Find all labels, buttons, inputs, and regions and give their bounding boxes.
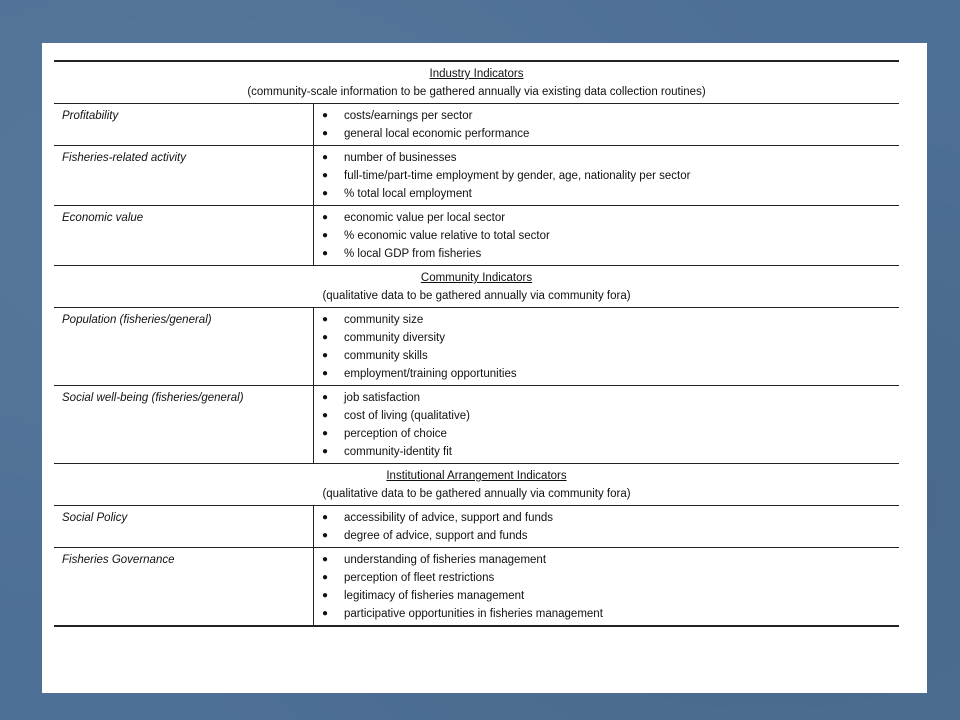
indicator-items [314,206,900,266]
section-header-row [54,464,899,506]
section-subtitle: (qualitative data to be gathered annually via community fora) [322,290,631,302]
bullet-icon: ● [322,152,329,163]
bullet-icon: ● [322,428,329,439]
list-item-text: degree of advice, support and funds [344,530,528,542]
table-row [54,146,899,206]
list-item [322,227,891,245]
list-item [322,569,891,587]
bullet-icon: ● [322,554,329,565]
bullet-icon: ● [322,410,329,421]
indicator-label: Population (fisheries/general) [54,308,314,386]
bullet-icon: ● [322,368,329,379]
list-item [322,311,891,329]
bullet-icon: ● [322,446,329,457]
list-item-text: employment/training opportunities [344,368,517,380]
bullet-icon: ● [322,230,329,241]
list-item-text: community skills [344,350,428,362]
section-subtitle: (community-scale information to be gathered annually via existing data collection routines) [247,86,706,98]
indicator-items [314,146,900,206]
indicator-label: Fisheries Governance [54,548,314,627]
list-item [322,425,891,443]
indicators-table [54,60,899,627]
bullet-icon: ● [322,188,329,199]
list-item [322,167,891,185]
list-item [322,389,891,407]
indicator-items [314,506,900,548]
list-item [322,245,891,263]
list-item-text: % local GDP from fisheries [344,248,482,260]
section-subtitle: (qualitative data to be gathered annually via community fora) [322,488,631,500]
list-item [322,551,891,569]
indicator-label: Profitability [54,104,314,146]
list-item-text: % total local employment [344,188,472,200]
list-item [322,347,891,365]
list-item-text: % economic value relative to total sector [344,230,550,242]
list-item [322,365,891,383]
bullet-icon: ● [322,572,329,583]
list-item [322,329,891,347]
list-item [322,149,891,167]
list-item-text: community size [344,314,424,326]
list-item-text: perception of fleet restrictions [344,572,495,584]
section-title: Community Indicators [420,272,533,284]
slide-card [42,43,927,693]
list-item-text: costs/earnings per sector [344,110,473,122]
bullet-icon: ● [322,170,329,181]
list-item [322,509,891,527]
list-item [322,125,891,143]
list-item [322,185,891,203]
indicator-label: Social well-being (fisheries/general) [54,386,314,464]
section-header-row [54,266,899,308]
list-item-text: accessibility of advice, support and funds [344,512,554,524]
table-row [54,548,899,627]
bullet-icon: ● [322,530,329,541]
list-item-text: cost of living (qualitative) [344,410,470,422]
bullet-icon: ● [322,608,329,619]
list-item-text: community diversity [344,332,445,344]
section-header [54,464,899,506]
list-item [322,527,891,545]
table-row [54,206,899,266]
list-item-text: legitimacy of fisheries management [344,590,525,602]
table-row [54,104,899,146]
bullet-icon: ● [322,590,329,601]
bullet-icon: ● [322,332,329,343]
indicator-items [314,104,900,146]
list-item [322,587,891,605]
bullet-icon: ● [322,248,329,259]
list-item-text: general local economic performance [344,128,530,140]
indicator-items [314,548,900,627]
bullet-icon: ● [322,314,329,325]
list-item-text: perception of choice [344,428,447,440]
bullet-icon: ● [322,110,329,121]
indicator-label: Fisheries-related activity [54,146,314,206]
list-item-text: number of businesses [344,152,457,164]
list-item-text: participative opportunities in fisheries management [344,608,603,620]
list-item [322,443,891,461]
table-row [54,506,899,548]
list-item [322,407,891,425]
table-row [54,308,899,386]
bullet-icon: ● [322,128,329,139]
indicator-label: Economic value [54,206,314,266]
list-item-text: job satisfaction [344,392,421,404]
list-item [322,605,891,623]
bullet-icon: ● [322,512,329,523]
section-title: Industry Indicators [429,68,524,80]
bullet-icon: ● [322,350,329,361]
indicator-items [314,308,900,386]
list-item [322,107,891,125]
list-item-text: community-identity fit [344,446,453,458]
list-item-text: full-time/part-time employment by gender, age, nationality per sector [344,170,691,182]
section-header [54,266,899,308]
indicator-label: Social Policy [54,506,314,548]
section-header [54,61,899,104]
section-header-row [54,61,899,104]
section-title: Institutional Arrangement Indicators [386,470,567,482]
indicator-items [314,386,900,464]
list-item-text: understanding of fisheries management [344,554,547,566]
bullet-icon: ● [322,392,329,403]
list-item [322,209,891,227]
list-item-text: economic value per local sector [344,212,506,224]
table-row [54,386,899,464]
bullet-icon: ● [322,212,329,223]
